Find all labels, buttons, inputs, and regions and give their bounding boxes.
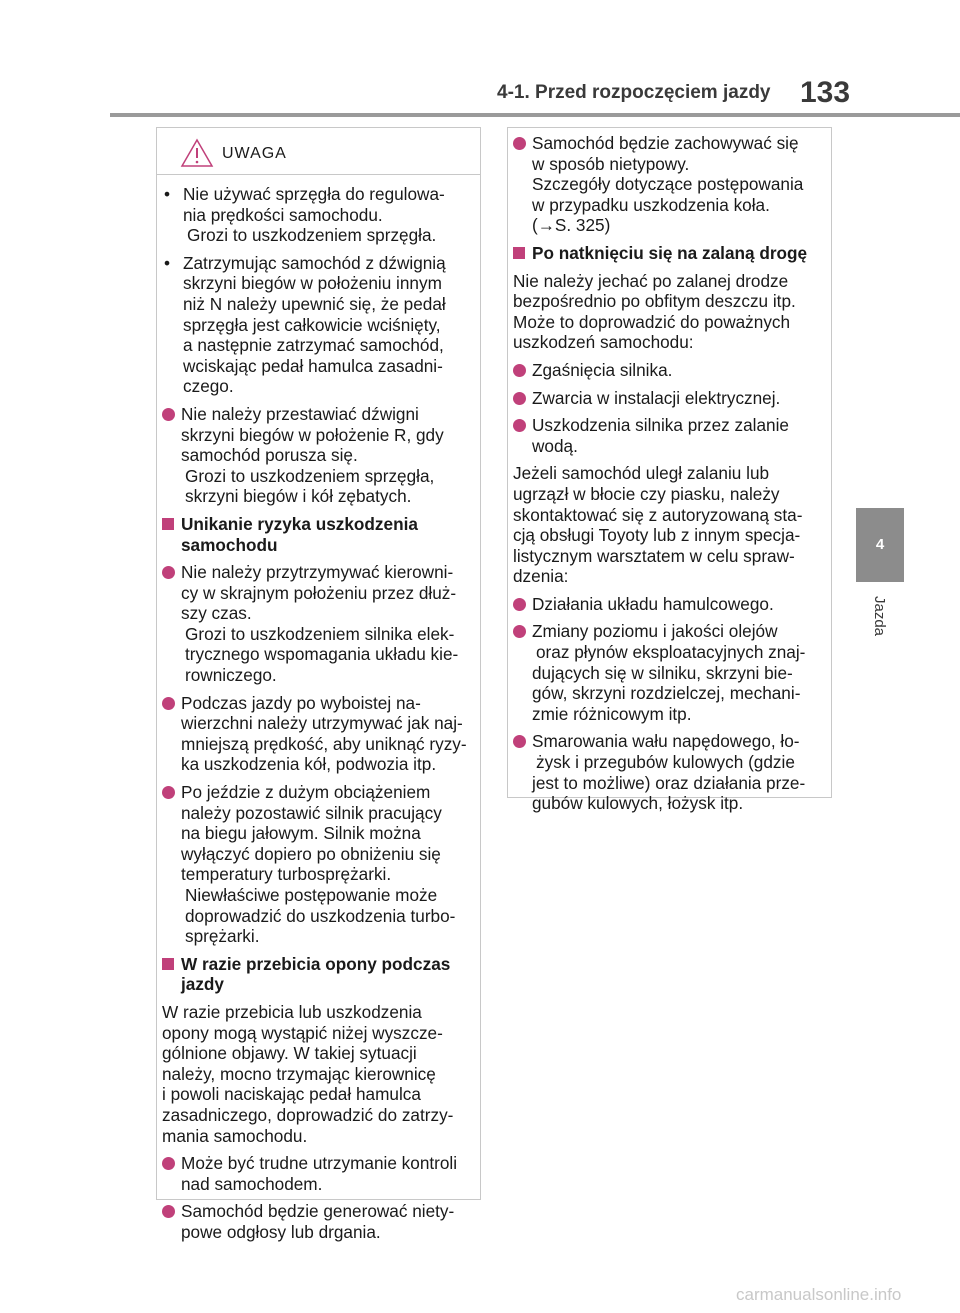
paragraph: Jeżeli samochód uległ zalaniu lub ugrzązł w błocie czy piasku, należy skontaktować się z autoryzowaną sta- cją obsługi Toyoty lub z innym specja- listycznym warsztatem w celu spraw- dzenia: xyxy=(513,463,803,587)
bullet-dot-icon xyxy=(162,1205,175,1218)
bullet-item: Samochód będzie zachowywać się w sposób nietypowy. Szczegóły dotyczące postępowania w przypadku uszkodzenia koła. (→S. 325) xyxy=(513,133,825,236)
section-heading: Unikanie ryzyka uszkodzenia samochodu xyxy=(162,514,473,555)
warning-bullet: • Nie używać sprzęgła do regulowa- nia prędkości samochodu. Grozi to uszkodzeniem sprzęgła. xyxy=(162,184,473,246)
warning-box-continued xyxy=(507,127,832,814)
bullet-dot-icon xyxy=(162,697,175,710)
section-heading: W razie przebicia opony podczas jazdy xyxy=(162,954,473,995)
paragraph: Nie należy jechać po zalanej drodze bezpośrednio po obfitym deszczu itp. Może to doprowadzić do poważnych uszkodzeń samochodu: xyxy=(513,270,796,353)
bullet-item: Zmiany poziomu i jakości olejów oraz płynów eksploatacyjnych znaj- dujących się w silniku, skrzyni bie- gów, skrzyni rozdzielczej, mechani- zmie różnicowym itp. xyxy=(513,621,825,724)
section-heading: Po natknięciu się na zalaną drogę xyxy=(513,243,825,264)
chapter-tab: 4 xyxy=(856,508,904,582)
bullet-item: Może być trudne utrzymanie kontroli nad samochodem. xyxy=(162,1153,473,1194)
bullet-dot-icon xyxy=(513,137,526,150)
warning-bullet: • Zatrzymując samochód z dźwignią skrzyni biegów w położeniu innym niż N należy upewnić się, że pedał sprzęgła jest całkowicie wciśnięty, a następnie zatrzymać samochód, wciskając pedał hamulca zasadni- czego. xyxy=(162,253,473,397)
paragraph: W razie przebicia lub uszkodzenia opony mogą wystąpić niżej wyszcze- gólnione objawy. W takiej sytuacji należy, mocno trzymając kierownicę i powoli naciskając pedał hamulca zasadniczego, doprowadzić do zatrzy- mania samochodu. xyxy=(162,1001,454,1146)
bullet-dot-icon xyxy=(162,786,175,799)
bullet-dot-icon xyxy=(162,566,175,579)
bullet-dot-icon xyxy=(513,735,526,748)
bullet-item: Nie należy przytrzymywać kierowni- cy w skrajnym położeniu przez dłuż- szy czas. Grozi to uszkodzeniem silnika elek- trycznego wspomagania układu kie- rowniczego. xyxy=(162,562,473,686)
bullet-item: Po jeździe z dużym obciążeniem należy pozostawić silnik pracujący na biegu jałowym. Silnik można wyłączyć dopiero po obniżeniu się temperatury turbosprężarki. Niewłaściwe postępowanie może doprowadzić do uszkodzenia turbo- sprężarki. xyxy=(162,782,473,947)
warning-box xyxy=(156,127,481,1242)
bullet-dot-icon xyxy=(513,625,526,638)
bullet-item: Nie należy przestawiać dźwigni skrzyni biegów w położenie R, gdy samochód porusza się. Grozi to uszkodzeniem sprzęgła, skrzyni biegów i kół zębatych. xyxy=(162,404,473,507)
warning-triangle-icon xyxy=(180,138,214,168)
heading-square-icon xyxy=(162,518,174,530)
watermark: carmanualsonline.info xyxy=(736,1285,902,1304)
bullet-dot-icon xyxy=(162,408,175,421)
bullet-item: Samochód będzie generować niety- powe odgłosy lub drgania. xyxy=(162,1201,473,1242)
bullet-item: Działania układu hamulcowego. xyxy=(513,594,825,615)
warning-title: UWAGA xyxy=(222,145,287,162)
bullet-item: Zwarcia w instalacji elektrycznej. xyxy=(513,388,825,409)
page-number: 133 xyxy=(800,76,851,109)
warning-header xyxy=(162,138,473,176)
bullet-dot-icon xyxy=(513,364,526,377)
header-rule xyxy=(110,113,960,117)
heading-square-icon xyxy=(513,247,525,259)
bullet-item: Podczas jazdy po wyboistej na- wierzchni należy utrzymywać jak naj- mniejszą prędkość, aby uniknąć ryzy- ka uszkodzenia kół, podwozia itp. xyxy=(162,693,473,775)
section-title: 4-1. Przed rozpoczęciem jazdy xyxy=(497,82,771,103)
warning-divider xyxy=(157,174,480,175)
bullet-item: Uszkodzenia silnika przez zalanie wodą. xyxy=(513,415,825,456)
bullet-dot-icon xyxy=(513,598,526,611)
bullet-dot-icon xyxy=(513,392,526,405)
bullet-item: Smarowania wału napędowego, ło- żysk i przegubów kulowych (gdzie jest to możliwe) oraz działania prze- gubów kulowych, łożysk itp. xyxy=(513,731,825,813)
bullet-item: Zgaśnięcia silnika. xyxy=(513,360,825,381)
bullet-dot-icon xyxy=(513,419,526,432)
bullet-dot-icon xyxy=(162,1157,175,1170)
chapter-label: Jazda xyxy=(871,596,888,637)
heading-square-icon xyxy=(162,958,174,970)
